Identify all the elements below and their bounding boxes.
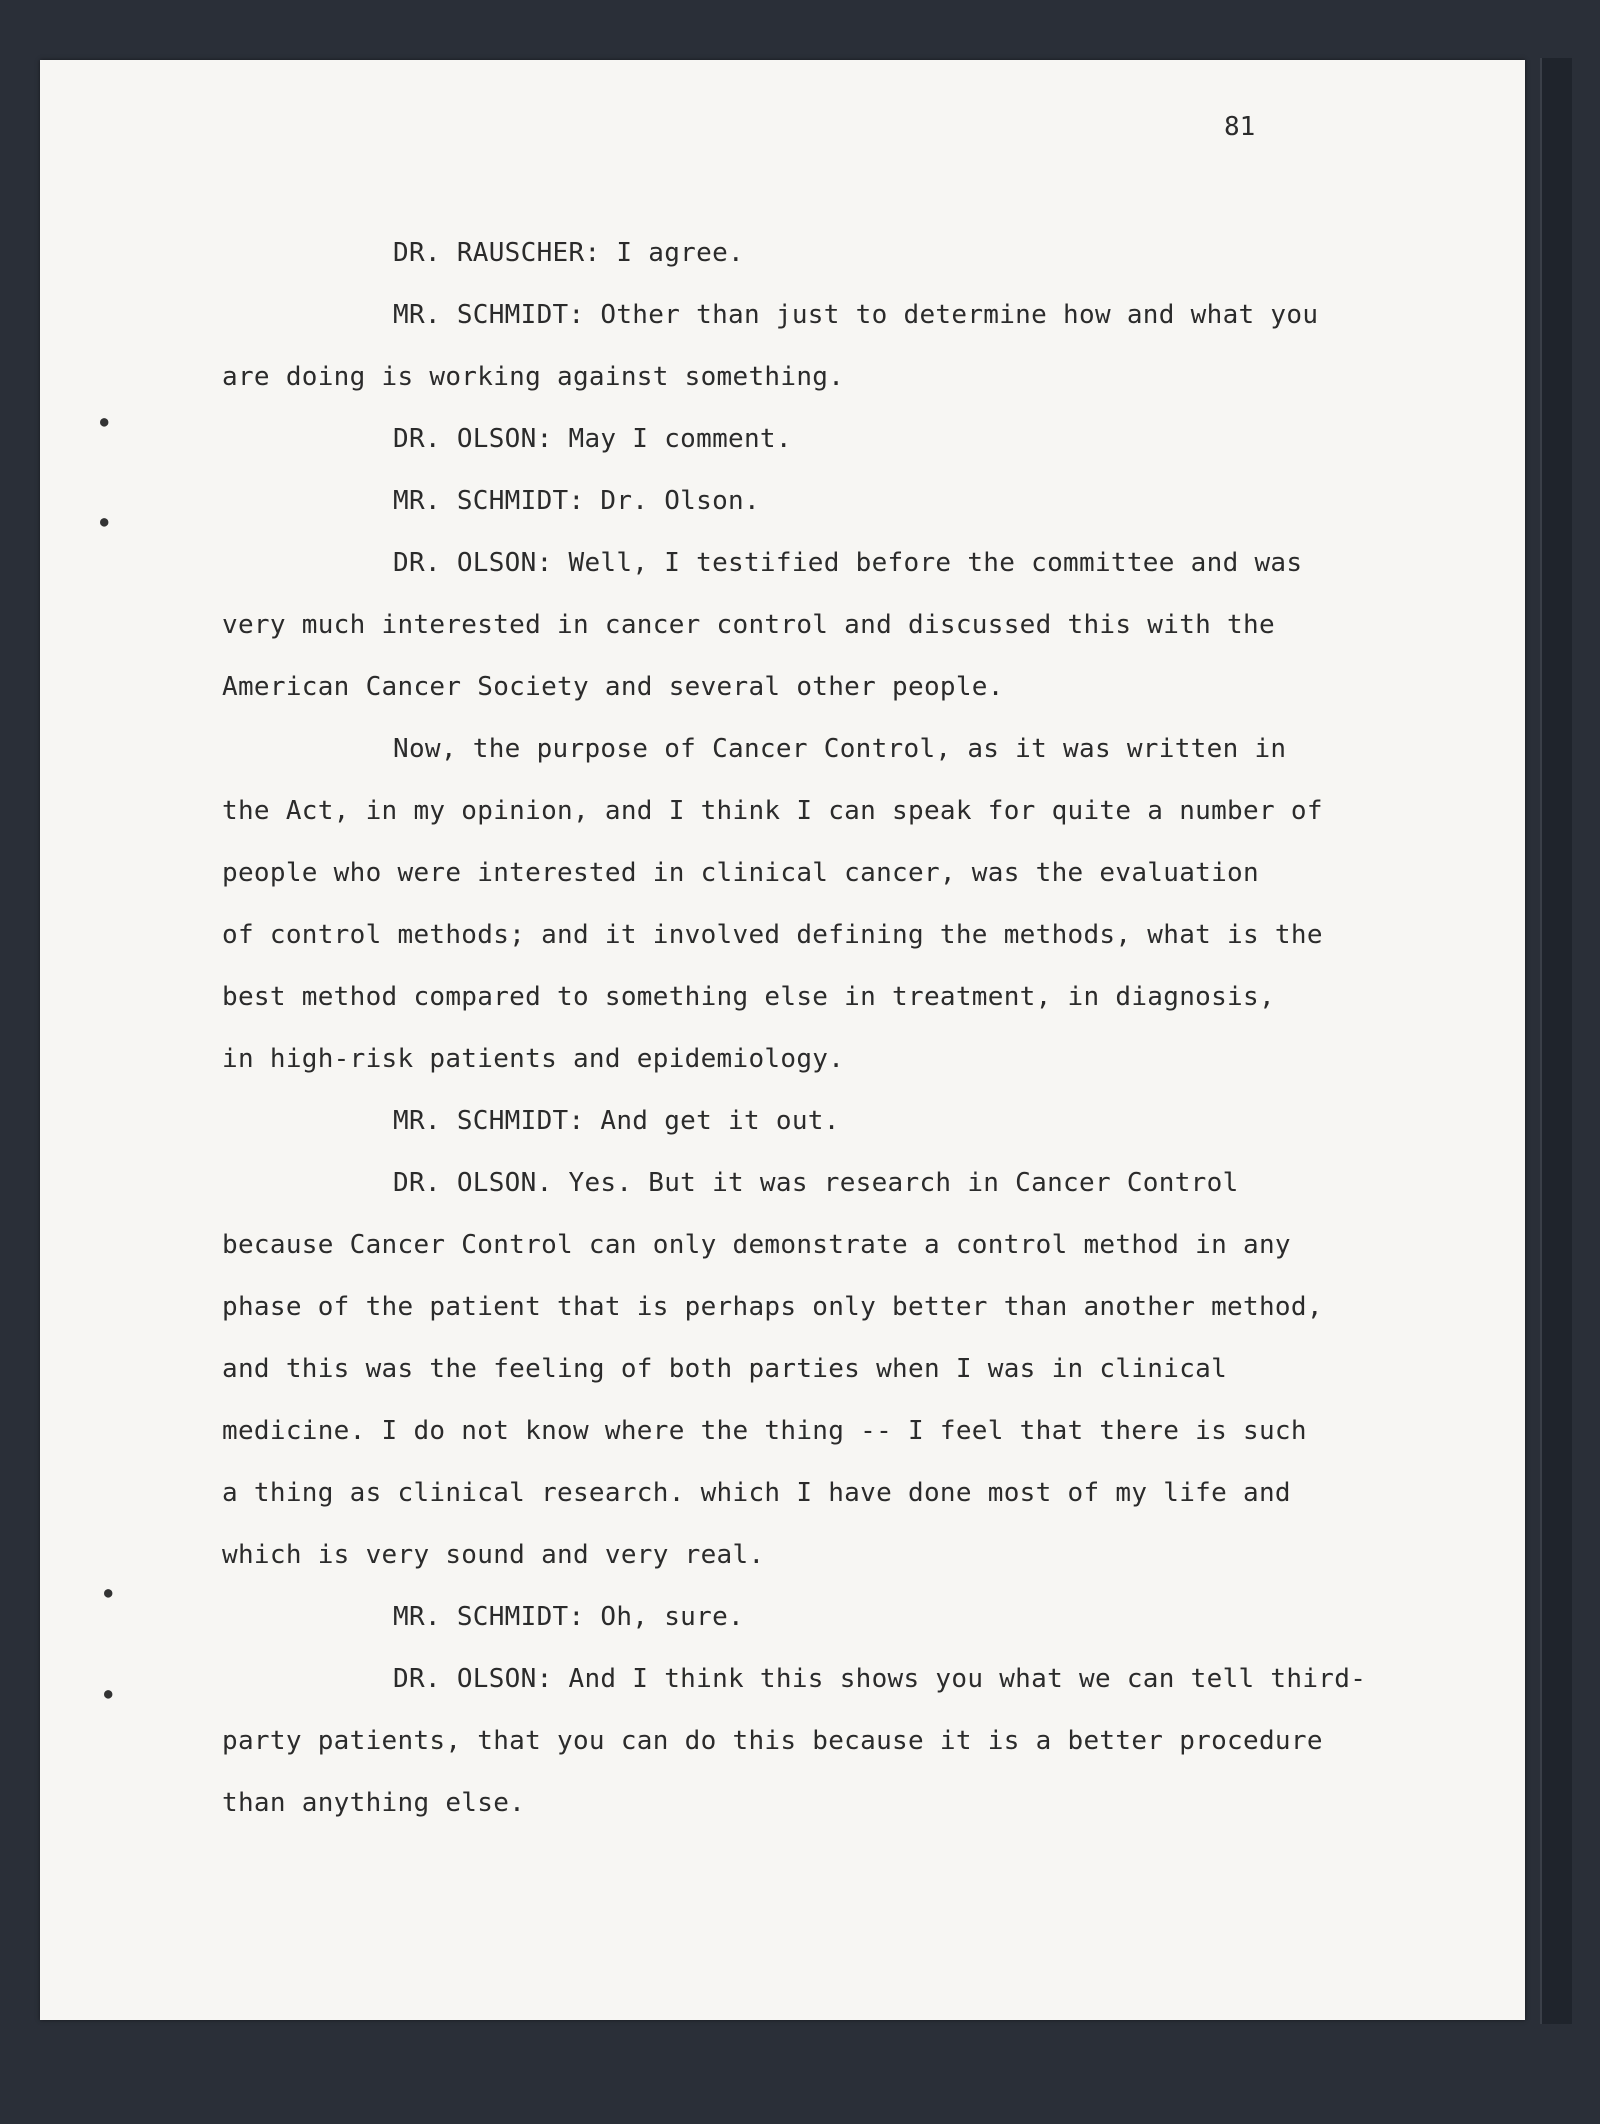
text-line: Now, the purpose of Cancer Control, as it was written in: [393, 734, 1287, 764]
margin-speck: ●: [104, 1585, 113, 1601]
text-line: party patients, that you can do this because it is a better procedure: [222, 1726, 1323, 1756]
page-number: 81: [1224, 112, 1256, 142]
text-line: DR. OLSON: May I comment.: [393, 424, 792, 454]
text-line: DR. OLSON. Yes. But it was research in Cancer Control: [393, 1168, 1239, 1198]
text-line: DR. OLSON: Well, I testified before the committee and was: [393, 548, 1303, 578]
margin-speck: ●: [100, 514, 109, 530]
text-line: and this was the feeling of both parties when I was in clinical: [222, 1354, 1228, 1384]
text-line: MR. SCHMIDT: Oh, sure.: [393, 1602, 744, 1632]
text-line: very much interested in cancer control and discussed this with the: [222, 610, 1275, 640]
text-line: MR. SCHMIDT: Dr. Olson.: [393, 486, 760, 516]
text-line: a thing as clinical research. which I have done most of my life and: [222, 1478, 1291, 1508]
text-line: in high-risk patients and epidemiology.: [222, 1044, 845, 1074]
text-line: phase of the patient that is perhaps only better than another method,: [222, 1292, 1323, 1322]
scanner-edge: [1540, 58, 1572, 2024]
text-line: because Cancer Control can only demonstrate a control method in any: [222, 1230, 1291, 1260]
text-line: DR. OLSON: And I think this shows you what we can tell third-: [393, 1664, 1367, 1694]
text-line: DR. RAUSCHER: I agree.: [393, 238, 744, 268]
text-line: the Act, in my opinion, and I think I can speak for quite a number of: [222, 796, 1323, 826]
text-line: than anything else.: [222, 1788, 526, 1818]
text-line: people who were interested in clinical cancer, was the evaluation: [222, 858, 1259, 888]
text-line: best method compared to something else in treatment, in diagnosis,: [222, 982, 1275, 1012]
margin-speck: ●: [100, 414, 109, 430]
text-line: of control methods; and it involved defining the methods, what is the: [222, 920, 1323, 950]
text-line: MR. SCHMIDT: Other than just to determine how and what you: [393, 300, 1319, 330]
text-line: medicine. I do not know where the thing -- I feel that there is such: [222, 1416, 1307, 1446]
text-line: American Cancer Society and several other people.: [222, 672, 1004, 702]
text-line: MR. SCHMIDT: And get it out.: [393, 1106, 840, 1136]
text-line: which is very sound and very real.: [222, 1540, 765, 1570]
text-line: are doing is working against something.: [222, 362, 845, 392]
margin-speck: ●: [104, 1686, 113, 1702]
